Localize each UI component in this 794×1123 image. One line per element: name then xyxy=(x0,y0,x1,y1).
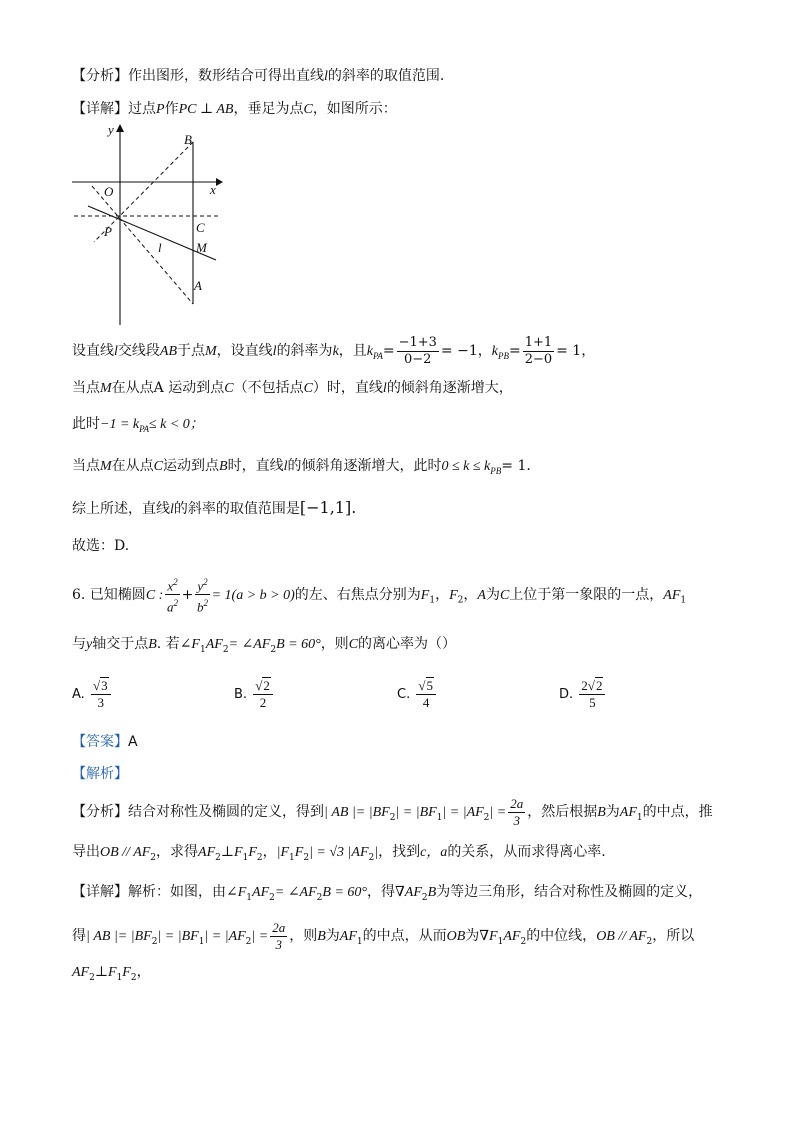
answer-line xyxy=(72,732,138,752)
label-x: x xyxy=(210,182,216,197)
detail-line-4: 此时$-1 = k_{PA}\le k < 0$； xyxy=(72,416,204,434)
label-y: y xyxy=(108,122,114,137)
q6-detail-line-2: 得| AB |= $|BF_2| = |BF_1| = |AF_2|$ = $\frac{2a}{3}$ ，则B为$AF_1$的中点，从而OB为$\nabla F_1AF_2$的中位线，OB // $AF_2$，所以 xyxy=(72,919,695,952)
detail-line-3: 当点M在从点A 运动到点C（不包括点C）时，直线l的倾斜角逐渐增大， xyxy=(72,380,513,396)
q6-detail-line-1: 【详解】解析：如图，由$\angle F_1AF_2=$ $\angle AF_2B = 60^\circ$，得$\nabla AF_2B$为等边三角形，结合对称性及椭圆的定义， xyxy=(72,884,703,903)
analysis-line-1: 【分析】作出图形，数形结合可得出直线l的斜率的取值范围. xyxy=(72,68,445,84)
geometry-figure xyxy=(66,120,226,330)
option-b[interactable]: B. $\frac{√2}{2}$ xyxy=(234,678,275,711)
detail-line-1: 【详解】过点P作PC ⊥ AB，垂足为点C，如图所示： xyxy=(72,101,397,117)
jiexi-line xyxy=(72,764,128,784)
fraction-y2b2: $\frac{y^2}{b^2}$ xyxy=(195,574,209,616)
question-6-line-2: 与y轴交于点B. 若$\angle F_1AF_2=$ $\angle AF_2B = 60^\circ$，则C的离心率为（） xyxy=(72,636,457,655)
label-M: M xyxy=(196,240,207,255)
label-l: l xyxy=(158,240,162,255)
fraction-x2a2: $\frac{x^2}{a^2}$ xyxy=(165,574,179,616)
answer-tag: 【答案】 xyxy=(72,734,128,750)
answer-value: A xyxy=(128,734,138,750)
q6-detail-line-3: $AF_2\perp F_1F_2$， xyxy=(72,964,151,983)
analysis-tag: 【分析】 xyxy=(72,68,128,84)
detail-line-7: 故选：D. xyxy=(72,538,130,554)
jiexi-tag: 【解析】 xyxy=(72,766,128,782)
detail-tag: 【详解】 xyxy=(72,101,128,117)
q6-analysis-line-2: 导出OB // $AF_2$，求得$AF_2\perp F_1F_2$，$|F_1F_2| = √3$ $|AF_2|$，找到c，a的关系，从而求得离心率. xyxy=(72,844,606,863)
question-6-line-1: 6. 已知椭圆C : $\frac{x^2}{a^2}$ + $\frac{y^2}{b^2}$ = 1(a > b > 0)的左、右焦点分别为$F_1$，$F_2$，A为C上位于第一象限的一点，$AF_1$ xyxy=(72,574,686,619)
label-B: B xyxy=(184,132,192,147)
detail-line-6: 综上所述，直线l的斜率的取值范围是[−1,1]. xyxy=(72,498,357,517)
detail-line-5: 当点M在从点C运动到点B时，直线l的倾斜角逐渐增大，此时$0 \le k \le k_{PB}= 1$. xyxy=(72,458,531,476)
label-P: P xyxy=(104,224,112,239)
detail-line-2: 设直线l交线段AB于点M，设直线l的斜率为k，且$k_{PA}=$ $\frac{-1+3}{0-2}$ = −1，$k_{PB}=$ $\frac{1+1}{2-0}$ = 1， xyxy=(72,334,596,367)
q6-analysis-line-1: 【分析】结合对称性及椭圆的定义，得到| AB |= $|BF_2| = |BF_1| = |AF_2|$ = $\frac{2a}{3}$ ，然后根据B为$AF_1$的中点，推 xyxy=(72,795,713,828)
label-C: C xyxy=(196,220,205,235)
fraction-kpb: $\frac{1+1}{2-0}$ xyxy=(524,334,553,367)
label-A: A xyxy=(194,278,202,293)
option-d[interactable]: D. $\frac{2√2}{5}$ xyxy=(559,678,607,711)
label-O: O xyxy=(104,184,114,199)
fraction-kpa: $\frac{-1+3}{0-2}$ xyxy=(398,334,437,367)
option-c[interactable]: C. $\frac{√5}{4}$ xyxy=(397,678,438,711)
option-a[interactable]: A. $\frac{√3}{3}$ xyxy=(72,678,113,711)
